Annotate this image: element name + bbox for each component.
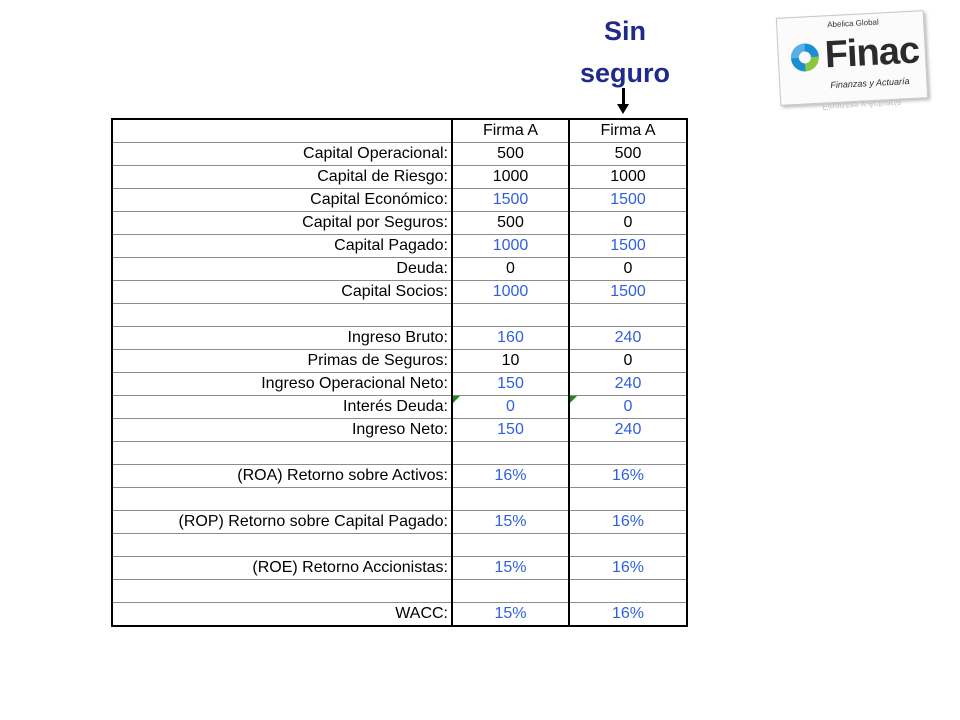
table-row — [112, 235, 687, 258]
firm-a-no-insurance-value-cell[interactable] — [569, 488, 687, 511]
firm-a-no-insurance-value-cell[interactable] — [569, 166, 687, 189]
finac-logo-mark-icon — [786, 39, 824, 77]
cell-value: 1000 — [610, 168, 646, 185]
sin-seguro-annotation — [560, 10, 690, 94]
error-indicator-icon — [453, 396, 460, 403]
logo-subtitle: Finanzas y Actuaría — [830, 76, 910, 91]
logo-tagline: Abelica Global — [826, 17, 879, 30]
firm-a-value-cell[interactable] — [452, 465, 569, 488]
table-row — [112, 419, 687, 442]
firm-a-value-cell[interactable] — [452, 488, 569, 511]
firm-a-value-cell[interactable] — [452, 327, 569, 350]
cell-value: 16% — [611, 467, 645, 484]
table-row — [112, 465, 687, 488]
cell-value: 150 — [497, 421, 524, 438]
firm-a-no-insurance-value-cell[interactable] — [569, 419, 687, 442]
cell-value: 15% — [494, 559, 527, 576]
capital-comparison-table — [111, 118, 688, 627]
row-label-cell[interactable]: Deuda: — [112, 258, 452, 281]
annotation-line-1: Sin — [603, 16, 646, 46]
table-row — [112, 534, 687, 557]
firm-a-value-cell[interactable] — [452, 189, 569, 212]
firm-a-value-cell[interactable] — [452, 442, 569, 465]
firm-a-value-cell[interactable] — [452, 557, 569, 580]
firm-a-value-cell[interactable] — [452, 304, 569, 327]
cell-value: 240 — [614, 329, 642, 346]
firm-a-no-insurance-value-cell[interactable] — [569, 281, 687, 304]
firm-a-no-insurance-value-cell[interactable] — [569, 534, 687, 557]
cell-value: 1500 — [610, 237, 646, 254]
row-label-cell[interactable]: Capital Operacional: — [112, 143, 452, 166]
cell-value: 15% — [494, 513, 527, 530]
row-label-cell[interactable]: Ingreso Operacional Neto: — [112, 373, 452, 396]
firm-a-no-insurance-value-cell[interactable] — [569, 580, 687, 603]
row-label-cell[interactable] — [112, 534, 452, 557]
row-label-cell[interactable]: Capital Pagado: — [112, 235, 452, 258]
firm-a-no-insurance-value-cell[interactable] — [569, 465, 687, 488]
cell-value: 0 — [506, 260, 515, 277]
cell-value: 0 — [623, 398, 633, 415]
row-label-cell[interactable] — [112, 580, 452, 603]
arrow-head-icon — [617, 104, 629, 114]
table-row — [112, 212, 687, 235]
table-row — [112, 350, 687, 373]
table-row — [112, 143, 687, 166]
row-label-cell[interactable]: WACC: — [112, 603, 452, 627]
row-label-cell[interactable]: (ROE) Retorno Accionistas: — [112, 557, 452, 580]
header-blank-cell[interactable] — [112, 119, 452, 143]
table-row — [112, 580, 687, 603]
row-label-cell[interactable]: Primas de Seguros: — [112, 350, 452, 373]
row-label-cell[interactable]: Interés Deuda: — [112, 396, 452, 419]
table-row — [112, 442, 687, 465]
cell-value: 1500 — [492, 191, 529, 208]
table-row — [112, 304, 687, 327]
table-row — [112, 373, 687, 396]
firm-a-no-insurance-value-cell[interactable] — [569, 258, 687, 281]
cell-value: 1500 — [610, 191, 646, 208]
cell-value: 500 — [497, 145, 524, 162]
cell-value: 240 — [614, 375, 642, 392]
cell-value: 16% — [611, 605, 645, 622]
cell-value: 240 — [614, 421, 642, 438]
firm-a-value-cell[interactable] — [452, 396, 569, 419]
firm-a-value-cell[interactable] — [452, 511, 569, 534]
table-row — [112, 258, 687, 281]
firm-a-no-insurance-value-cell[interactable] — [569, 143, 687, 166]
firm-a-no-insurance-value-cell[interactable] — [569, 327, 687, 350]
firm-a-value-cell[interactable] — [452, 281, 569, 304]
row-label-cell[interactable]: (ROP) Retorno sobre Capital Pagado: — [112, 511, 452, 534]
firm-a-value-cell[interactable] — [452, 235, 569, 258]
firm-a-no-insurance-value-cell[interactable] — [569, 350, 687, 373]
firm-a-value-cell[interactable] — [452, 350, 569, 373]
firm-a-value-cell[interactable] — [452, 166, 569, 189]
table-row — [112, 603, 687, 627]
table-row — [112, 327, 687, 350]
logo-wordmark: Finac — [823, 29, 921, 77]
table-row — [112, 189, 687, 212]
cell-value: 16% — [611, 513, 645, 530]
cell-value: 16% — [494, 467, 527, 484]
annotation-line-2: seguro — [579, 58, 671, 88]
row-label-cell[interactable]: Capital Socios: — [112, 281, 452, 304]
table-row — [112, 396, 687, 419]
row-label-cell[interactable]: (ROA) Retorno sobre Activos: — [112, 465, 452, 488]
firm-a-value-cell[interactable] — [452, 603, 569, 627]
firm-a-no-insurance-value-cell[interactable] — [569, 212, 687, 235]
firm-a-value-cell[interactable] — [452, 212, 569, 235]
cell-value: 160 — [497, 329, 524, 346]
firm-a-no-insurance-value-cell[interactable] — [569, 304, 687, 327]
row-label-cell[interactable] — [112, 442, 452, 465]
cell-value: 1500 — [610, 283, 646, 300]
cell-value: 1000 — [492, 168, 529, 185]
firm-a-no-insurance-value-cell[interactable] — [569, 189, 687, 212]
header-firm-a-no-insurance-cell[interactable]: Firma A — [569, 119, 687, 143]
firm-a-value-cell[interactable] — [452, 580, 569, 603]
cell-value: 0 — [623, 260, 633, 277]
firm-a-value-cell[interactable] — [452, 534, 569, 557]
firm-a-no-insurance-value-cell[interactable] — [569, 235, 687, 258]
cell-value: 150 — [497, 375, 524, 392]
row-label-cell[interactable]: Capital de Riesgo: — [112, 166, 452, 189]
firm-a-no-insurance-value-cell[interactable] — [569, 511, 687, 534]
firm-a-no-insurance-value-cell[interactable] — [569, 557, 687, 580]
cell-value: 15% — [494, 605, 527, 622]
firm-a-value-cell[interactable] — [452, 419, 569, 442]
table-row — [112, 511, 687, 534]
finac-logo — [776, 10, 928, 106]
cell-value: 0 — [623, 352, 633, 369]
table-row — [112, 281, 687, 304]
firm-a-value-cell[interactable] — [452, 258, 569, 281]
cell-value: 500 — [497, 214, 524, 231]
cell-value: 0 — [506, 398, 515, 415]
row-label-cell[interactable]: Capital por Seguros: — [112, 212, 452, 235]
table-row — [112, 166, 687, 189]
cell-value: 10 — [501, 352, 520, 369]
table-row — [112, 557, 687, 580]
firm-a-no-insurance-value-cell[interactable] — [569, 396, 687, 419]
firm-a-no-insurance-value-cell[interactable] — [569, 373, 687, 396]
row-label-cell[interactable]: Ingreso Neto: — [112, 419, 452, 442]
header-firm-a-cell[interactable]: Firma A — [452, 119, 569, 143]
table-row — [112, 488, 687, 511]
row-label-cell[interactable]: Capital Económico: — [112, 189, 452, 212]
cell-value: 500 — [614, 145, 642, 162]
cell-value: 1000 — [492, 237, 529, 254]
row-label-cell[interactable]: Ingreso Bruto: — [112, 327, 452, 350]
row-label-cell[interactable] — [112, 488, 452, 511]
table-header-row — [112, 119, 687, 143]
cell-value: 1000 — [492, 283, 529, 300]
error-indicator-icon — [570, 396, 577, 403]
cell-value: 0 — [623, 214, 633, 231]
firm-a-no-insurance-value-cell[interactable] — [569, 603, 687, 627]
logo-reflection: Finanzas y Actuaría — [821, 97, 902, 113]
cell-value: 16% — [611, 559, 645, 576]
firm-a-no-insurance-value-cell[interactable] — [569, 442, 687, 465]
firm-a-value-cell[interactable] — [452, 143, 569, 166]
row-label-cell[interactable] — [112, 304, 452, 327]
firm-a-value-cell[interactable] — [452, 373, 569, 396]
